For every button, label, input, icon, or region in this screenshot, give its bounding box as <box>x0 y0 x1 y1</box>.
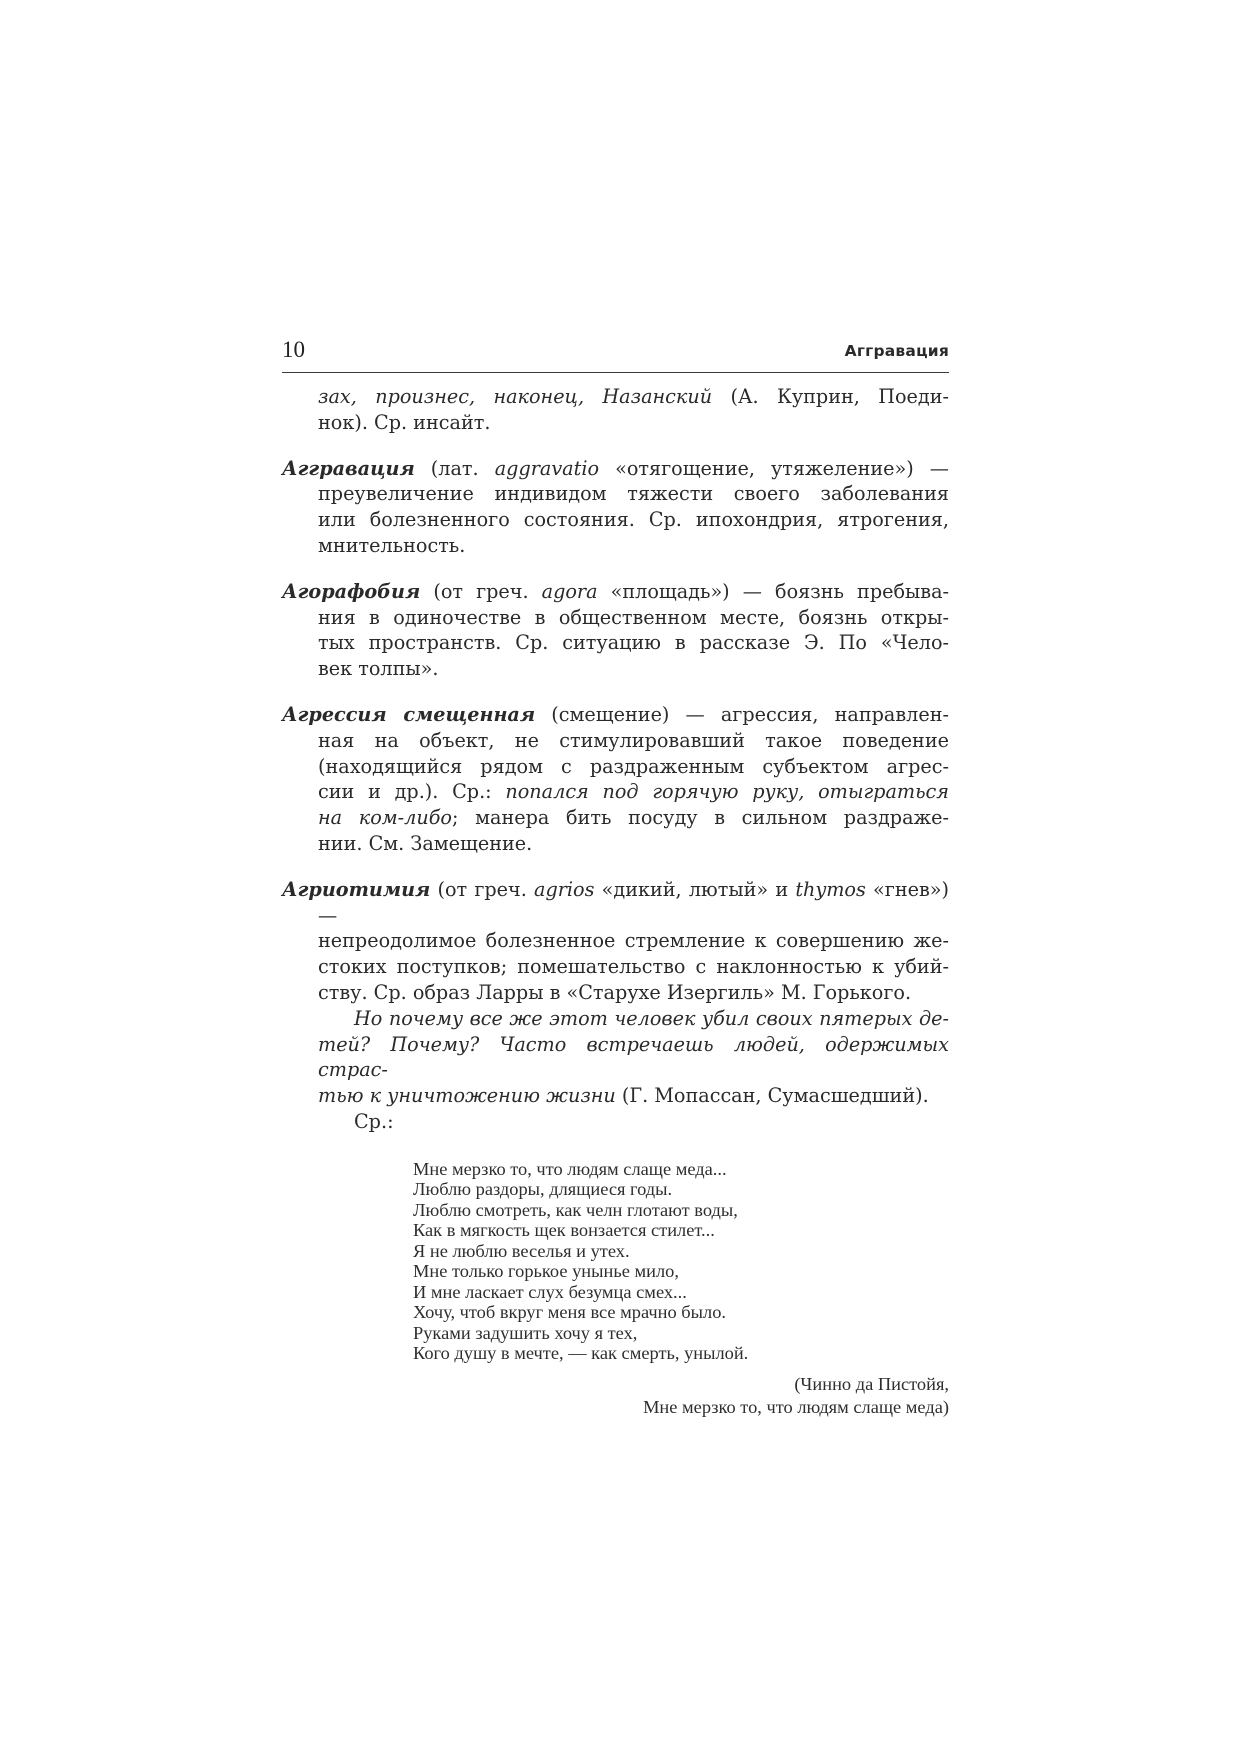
entry-term: Аггравация <box>282 456 415 480</box>
text-line: тей? Почему? Часто встречаешь людей, одержимых страс- <box>318 1032 949 1082</box>
text-line <box>318 779 949 805</box>
text-fragment: или болезненного состояния. Ср. ипохондрия, ятрогения, <box>318 508 949 532</box>
poem-line: Руками задушить хочу я тех, <box>413 1322 638 1343</box>
text-fragment: (от греч. <box>430 877 535 901</box>
text-line <box>282 702 949 728</box>
poem-line: Хочу, чтоб вкруг меня все мрачно было. <box>413 1302 726 1323</box>
poem-line: И мне ласкает слух безумца смех... <box>413 1281 687 1302</box>
text-line <box>318 656 949 682</box>
text-fragment: «дикий, лютый» и <box>594 877 796 901</box>
text-fragment: ния в одиночестве в общественном месте, боязнь откры- <box>318 605 949 629</box>
dictionary-body <box>282 384 949 1135</box>
text-fragment: (лат. <box>414 456 495 480</box>
text-line <box>318 754 949 780</box>
dictionary-entry <box>282 456 949 559</box>
italic-fragment: agora <box>541 579 598 603</box>
page-number: 10 <box>282 337 305 362</box>
text-line <box>318 805 949 831</box>
text-fragment: ству. Ср. образ Ларры в «Старухе Изергиль» М. Горького. <box>318 980 912 1004</box>
dictionary-entry <box>282 877 949 1006</box>
text-fragment: непреодолимое болезненное стремление к совершению же- <box>318 929 949 953</box>
text-line: Но почему все же этот человек убил своих пятерых де- <box>354 1006 949 1030</box>
text-fragment: век толпы». <box>318 657 439 681</box>
italic-fragment: на ком-либо <box>318 806 452 830</box>
poem-line: Мне только горькое унынье мило, <box>413 1261 679 1282</box>
poem-line: Люблю смотреть, как челн глотают воды, <box>413 1199 738 1220</box>
poem-block <box>413 1159 949 1364</box>
running-title: Аггравация <box>844 342 949 360</box>
text-line <box>318 954 949 980</box>
running-head <box>282 338 949 373</box>
poem-line: Мне мерзко то, что людям слаще меда... <box>413 1158 727 1179</box>
text-fragment: мнительность. <box>318 533 466 557</box>
text-line <box>318 533 949 559</box>
poem-line: Я не люблю веселья и утех. <box>413 1240 630 1261</box>
text-line <box>318 630 949 656</box>
text-line <box>318 605 949 631</box>
text-fragment: «площадь») — боязнь пребыва- <box>597 579 950 603</box>
italic-fragment: agrios <box>534 877 595 901</box>
text-fragment: (от греч. <box>420 579 542 603</box>
text-fragment: преувеличение индивидом тяжести своего заболевания <box>318 482 949 506</box>
poem-attribution <box>282 1373 949 1419</box>
text-line <box>318 481 949 507</box>
dictionary-entry <box>282 579 949 682</box>
poem-line: Как в мягкость щек вонзается стилет... <box>413 1220 715 1241</box>
entry-term: Агриотимия <box>282 877 431 901</box>
book-page <box>282 338 949 1419</box>
text-fragment: «гнев») — <box>318 877 949 927</box>
text-fragment: нии. См. Замещение. <box>318 831 533 855</box>
text-line <box>318 980 949 1006</box>
italic-fragment: попался под горячую руку, отыграться <box>505 780 949 804</box>
text-fragment: ; манера бить посуду в сильном раздраже- <box>451 806 949 830</box>
text-fragment: (находящийся рядом с раздраженным субъектом агрес- <box>318 754 949 778</box>
poem-line: Люблю раздоры, длящиеся годы. <box>413 1179 673 1200</box>
text-line: нок). Ср. инсайт. <box>318 410 491 434</box>
text-fragment: ная на объект, не стимулировавший такое поведение <box>318 728 949 752</box>
text-line <box>282 456 949 482</box>
text-line <box>318 928 949 954</box>
italic-fragment: thymos <box>795 877 866 901</box>
text-line <box>282 877 949 929</box>
text-line: тью к уничтожению жизни (Г. Мопассан, Сумасшедший). <box>318 1084 929 1108</box>
text-fragment: «отягощение, утяжеление») — <box>599 456 949 480</box>
continued-entry-text <box>282 384 949 436</box>
text-line <box>318 507 949 533</box>
text-line <box>318 831 949 857</box>
poem-line: Кого душу в мечте, — как смерть, унылой. <box>413 1343 749 1364</box>
text-line <box>282 579 950 605</box>
text-line: зах, произнес, наконец, Назанский (А. Куприн, Поеди- <box>318 385 949 408</box>
attribution-author: (Чинно да Пистойя, <box>794 1373 949 1394</box>
citation-quote <box>282 1006 949 1109</box>
compare-label: Ср.: <box>354 1109 394 1133</box>
attribution-title: Мне мерзко то, что людям слаще меда) <box>643 1396 949 1417</box>
text-fragment: (смещение) — агрессия, направлен- <box>535 702 949 726</box>
dictionary-entry <box>282 702 949 857</box>
text-fragment: стоких поступков; помешательство с наклонностью к убий- <box>318 955 949 979</box>
entry-term: Агорафобия <box>282 579 421 603</box>
italic-fragment: aggravatio <box>494 456 600 480</box>
dictionary-entries <box>282 456 949 1006</box>
entry-term: Агрессия смещенная <box>282 702 536 726</box>
text-line <box>318 728 949 754</box>
text-fragment: тых пространств. Ср. ситуацию в рассказе Э. По «Чело- <box>318 631 949 655</box>
text-fragment: сии и др.). Ср.: <box>318 780 506 804</box>
